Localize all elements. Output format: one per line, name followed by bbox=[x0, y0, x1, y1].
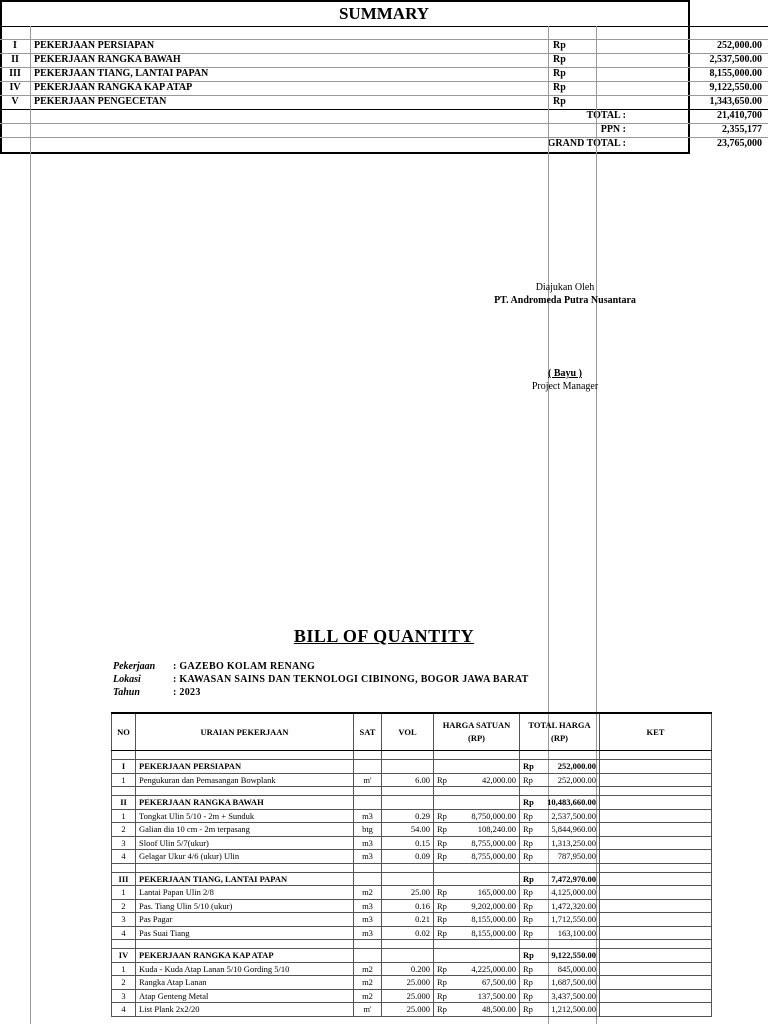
currency-label: Rp bbox=[523, 990, 533, 1001]
row-unit-price bbox=[434, 773, 520, 787]
summary-row-name: PEKERJAAN PERSIAPAN bbox=[34, 40, 155, 51]
info-tahun bbox=[113, 687, 201, 698]
row-desc: Lantai Papan Ulin 2/8 bbox=[136, 886, 354, 900]
row-desc: Gelagar Ukur 4/6 (ukur) Ulin bbox=[136, 850, 354, 864]
table-row bbox=[112, 886, 712, 900]
row-unit-price bbox=[434, 989, 520, 1003]
row-desc: Tongkat Ulin 5/10 - 2m + Sunduk bbox=[136, 809, 354, 823]
row-vol: 0.09 bbox=[382, 850, 434, 864]
row-unit: m' bbox=[354, 773, 382, 787]
row-ket bbox=[600, 926, 712, 940]
amount-value: 108,240.00 bbox=[477, 824, 516, 835]
row-unit-price bbox=[434, 850, 520, 864]
row-unit-price bbox=[434, 1003, 520, 1017]
row-total bbox=[520, 899, 600, 913]
amount-value: 787,950.00 bbox=[557, 851, 596, 862]
row-unit-price bbox=[434, 976, 520, 990]
summary-row bbox=[0, 67, 768, 81]
empty-cell bbox=[354, 872, 382, 886]
currency-label: Rp bbox=[523, 927, 533, 938]
info-key: Pekerjaan bbox=[113, 661, 156, 672]
row-ket bbox=[600, 886, 712, 900]
header-no: NO bbox=[112, 713, 136, 751]
currency-label: Rp bbox=[523, 873, 534, 884]
currency-label: Rp bbox=[523, 887, 533, 898]
header-harga-satuan: HARGA SATUAN (RP) bbox=[434, 713, 520, 751]
summary-row bbox=[0, 53, 768, 67]
amount-value: 165,000.00 bbox=[477, 887, 516, 898]
currency-label: Rp bbox=[437, 963, 447, 974]
row-unit: m2 bbox=[354, 886, 382, 900]
table-row bbox=[112, 989, 712, 1003]
currency-label: Rp bbox=[437, 977, 447, 988]
row-no: 4 bbox=[112, 1003, 136, 1017]
row-vol: 0.02 bbox=[382, 926, 434, 940]
row-ket bbox=[600, 773, 712, 787]
row-vol: 54.00 bbox=[382, 823, 434, 837]
table-row bbox=[112, 913, 712, 927]
currency-label: Rp bbox=[523, 963, 533, 974]
summary-row bbox=[0, 39, 768, 53]
info-key: Tahun bbox=[113, 687, 140, 698]
amount-value: 3,437,500.00 bbox=[551, 990, 596, 1001]
info-key: Lokasi bbox=[113, 674, 141, 685]
row-vol: 0.15 bbox=[382, 836, 434, 850]
currency-label: Rp bbox=[523, 824, 533, 835]
currency-label: Rp bbox=[523, 1004, 533, 1015]
currency-label: Rp bbox=[523, 797, 534, 808]
row-vol: 0.200 bbox=[382, 962, 434, 976]
row-ket bbox=[600, 913, 712, 927]
row-total bbox=[520, 926, 600, 940]
currency-label: Rp bbox=[523, 851, 533, 862]
row-desc: Pas Suai Tiang bbox=[136, 926, 354, 940]
row-desc: List Plank 2x2/20 bbox=[136, 1003, 354, 1017]
amount-value: 1,313,250.00 bbox=[551, 837, 596, 848]
row-unit: m3 bbox=[354, 926, 382, 940]
amount-value: 10,483,660.00 bbox=[547, 797, 596, 808]
row-desc: Pas. Tiang Ulin 5/10 (ukur) bbox=[136, 899, 354, 913]
amount-value: 1,212,500.00 bbox=[551, 1004, 596, 1015]
summary-total-row bbox=[0, 109, 768, 123]
row-vol: 6.00 bbox=[382, 773, 434, 787]
row-total bbox=[520, 962, 600, 976]
company-name: PT. Andromeda Putra Nusantara bbox=[494, 295, 636, 306]
row-ket bbox=[600, 850, 712, 864]
row-unit-price bbox=[434, 809, 520, 823]
info-value: : GAZEBO KOLAM RENANG bbox=[173, 661, 316, 672]
currency-label: Rp bbox=[437, 927, 447, 938]
table-row bbox=[112, 1003, 712, 1017]
empty-cell bbox=[434, 872, 520, 886]
row-desc: Pengukuran dan Pemasangan Bowplank bbox=[136, 773, 354, 787]
row-no: 3 bbox=[112, 913, 136, 927]
row-total bbox=[520, 850, 600, 864]
empty-cell bbox=[382, 760, 434, 774]
section-header-row bbox=[112, 796, 712, 810]
boq-header-row bbox=[112, 713, 712, 751]
row-unit: m' bbox=[354, 1003, 382, 1017]
row-ket bbox=[600, 989, 712, 1003]
row-no: 3 bbox=[112, 836, 136, 850]
currency-label: Rp bbox=[523, 914, 533, 925]
header-ket: KET bbox=[600, 713, 712, 751]
row-total bbox=[520, 809, 600, 823]
summary-row-num: III bbox=[9, 68, 21, 79]
row-no: 4 bbox=[112, 926, 136, 940]
currency-label: Rp bbox=[523, 774, 533, 785]
currency-label: Rp bbox=[437, 990, 447, 1001]
table-row bbox=[112, 926, 712, 940]
blank-row bbox=[112, 940, 712, 949]
amount-value: 8,755,000.00 bbox=[471, 837, 516, 848]
row-unit-price bbox=[434, 836, 520, 850]
table-row bbox=[112, 850, 712, 864]
currency-label: Rp bbox=[437, 900, 447, 911]
amount-value: 845,000.00 bbox=[557, 963, 596, 974]
currency-label: Rp bbox=[523, 810, 533, 821]
amount-value: 9,122,550.00 bbox=[551, 950, 596, 961]
summary-total-row bbox=[0, 123, 768, 137]
currency-label: Rp bbox=[437, 851, 447, 862]
empty-cell bbox=[434, 796, 520, 810]
amount-value: 252,000.00 bbox=[557, 774, 596, 785]
amount-value: 8,155,000.00 bbox=[471, 914, 516, 925]
blank-row bbox=[112, 787, 712, 796]
summary-row-num: II bbox=[11, 54, 19, 65]
amount-value: 1,712,550.00 bbox=[551, 914, 596, 925]
currency-label: Rp bbox=[523, 977, 533, 988]
summary-row-currency: Rp bbox=[553, 40, 566, 51]
row-unit: m3 bbox=[354, 850, 382, 864]
row-no: 1 bbox=[112, 886, 136, 900]
row-vol: 0.16 bbox=[382, 899, 434, 913]
empty-cell bbox=[382, 796, 434, 810]
info-value: : KAWASAN SAINS DAN TEKNOLOGI CIBINONG, BOGOR JAWA BARAT bbox=[173, 674, 529, 685]
row-vol: 25.000 bbox=[382, 976, 434, 990]
amount-value: 1,472,320.00 bbox=[551, 900, 596, 911]
row-vol: 25.000 bbox=[382, 1003, 434, 1017]
section-header-row bbox=[112, 760, 712, 774]
summary-row-currency: Rp bbox=[553, 54, 566, 65]
amount-value: 163,100.00 bbox=[557, 927, 596, 938]
row-ket bbox=[600, 962, 712, 976]
row-ket bbox=[600, 836, 712, 850]
row-no: 2 bbox=[112, 899, 136, 913]
section-name: PEKERJAAN RANGKA BAWAH bbox=[136, 796, 354, 810]
row-unit-price bbox=[434, 899, 520, 913]
row-desc: Galian dia 10 cm - 2m terpasang bbox=[136, 823, 354, 837]
row-no: 2 bbox=[112, 823, 136, 837]
empty-cell bbox=[600, 796, 712, 810]
section-header-row bbox=[112, 949, 712, 963]
row-no: 4 bbox=[112, 850, 136, 864]
row-total bbox=[520, 1003, 600, 1017]
signer-name: ( Bayu ) bbox=[548, 368, 582, 379]
row-desc: Sloof Ulin 5/7(ukur) bbox=[136, 836, 354, 850]
summary-row-amount: 9,122,550.00 bbox=[709, 82, 762, 93]
table-row bbox=[112, 976, 712, 990]
empty-cell bbox=[600, 949, 712, 963]
currency-label: Rp bbox=[437, 1004, 447, 1015]
row-ket bbox=[600, 809, 712, 823]
currency-label: Rp bbox=[523, 950, 534, 961]
summary-table bbox=[0, 0, 762, 154]
row-unit-price bbox=[434, 926, 520, 940]
empty-cell bbox=[434, 949, 520, 963]
summary-total-row bbox=[0, 137, 768, 151]
row-no: 2 bbox=[112, 976, 136, 990]
currency-label: Rp bbox=[523, 837, 533, 848]
amount-value: 1,687,500.00 bbox=[551, 977, 596, 988]
row-ket bbox=[600, 976, 712, 990]
row-ket bbox=[600, 899, 712, 913]
amount-value: 8,750,000.00 bbox=[471, 810, 516, 821]
empty-cell bbox=[354, 760, 382, 774]
row-unit: m3 bbox=[354, 899, 382, 913]
summary-row-amount: 2,537,500.00 bbox=[709, 54, 762, 65]
row-no: 3 bbox=[112, 989, 136, 1003]
row-unit-price bbox=[434, 886, 520, 900]
amount-value: 8,755,000.00 bbox=[471, 851, 516, 862]
row-total bbox=[520, 773, 600, 787]
summary-title: SUMMARY bbox=[338, 4, 430, 23]
row-ket bbox=[600, 1003, 712, 1017]
summary-row-num: I bbox=[13, 40, 17, 51]
row-desc: Kuda - Kuda Atap Lanan 5/10 Gording 5/10 bbox=[136, 962, 354, 976]
row-unit: m2 bbox=[354, 976, 382, 990]
table-row bbox=[112, 962, 712, 976]
amount-value: 5,844,960.00 bbox=[551, 824, 596, 835]
summary-row-name: PEKERJAAN RANGKA KAP ATAP bbox=[34, 82, 193, 93]
section-total bbox=[520, 949, 600, 963]
amount-value: 42,000.00 bbox=[482, 774, 516, 785]
row-total bbox=[520, 976, 600, 990]
header-total-harga: TOTAL HARGA (RP) bbox=[520, 713, 600, 751]
section-num: II bbox=[112, 796, 136, 810]
row-vol: 25.000 bbox=[382, 989, 434, 1003]
section-header-row bbox=[112, 872, 712, 886]
summary-total-label: PPN : bbox=[600, 124, 626, 135]
row-total bbox=[520, 823, 600, 837]
empty-cell bbox=[434, 760, 520, 774]
currency-label: Rp bbox=[523, 900, 533, 911]
table-row bbox=[112, 836, 712, 850]
currency-label: Rp bbox=[437, 914, 447, 925]
row-unit: m2 bbox=[354, 989, 382, 1003]
amount-value: 67,500.00 bbox=[482, 977, 516, 988]
row-no: 1 bbox=[112, 773, 136, 787]
header-sat: SAT bbox=[354, 713, 382, 751]
summary-row-name: PEKERJAAN RANGKA BAWAH bbox=[34, 54, 181, 65]
amount-value: 252,000.00 bbox=[557, 761, 596, 772]
amount-value: 8,155,000.00 bbox=[471, 927, 516, 938]
amount-value: 9,202,000.00 bbox=[471, 900, 516, 911]
row-unit-price bbox=[434, 823, 520, 837]
currency-label: Rp bbox=[523, 761, 534, 772]
submitted-by-label: Diajukan Oleh bbox=[535, 282, 595, 293]
currency-label: Rp bbox=[437, 810, 447, 821]
row-unit: m3 bbox=[354, 836, 382, 850]
summary-row-amount: 1,343,650.00 bbox=[709, 96, 762, 107]
blank-row bbox=[112, 863, 712, 872]
table-row bbox=[112, 809, 712, 823]
table-row bbox=[112, 899, 712, 913]
currency-label: Rp bbox=[437, 824, 447, 835]
amount-value: 137,500.00 bbox=[477, 990, 516, 1001]
currency-label: Rp bbox=[437, 887, 447, 898]
currency-label: Rp bbox=[437, 774, 447, 785]
amount-value: 4,125,000.00 bbox=[551, 887, 596, 898]
info-pekerjaan bbox=[113, 661, 315, 672]
section-name: PEKERJAAN PERSIAPAN bbox=[136, 760, 354, 774]
section-total bbox=[520, 796, 600, 810]
section-num: IV bbox=[112, 949, 136, 963]
section-num: I bbox=[112, 760, 136, 774]
summary-row-num: IV bbox=[9, 82, 21, 93]
row-total bbox=[520, 989, 600, 1003]
summary-row-currency: Rp bbox=[553, 96, 566, 107]
empty-cell bbox=[600, 872, 712, 886]
empty-cell bbox=[382, 872, 434, 886]
summary-row-num: V bbox=[11, 96, 19, 107]
row-total bbox=[520, 886, 600, 900]
boq-title: BILL OF QUANTITY bbox=[293, 626, 475, 646]
summary-row-currency: Rp bbox=[553, 82, 566, 93]
table-row bbox=[112, 773, 712, 787]
row-total bbox=[520, 913, 600, 927]
row-desc: Pas Pagar bbox=[136, 913, 354, 927]
row-vol: 0.21 bbox=[382, 913, 434, 927]
row-desc: Rangka Atap Lanan bbox=[136, 976, 354, 990]
row-total bbox=[520, 836, 600, 850]
summary-total-label: TOTAL : bbox=[586, 110, 626, 121]
summary-row bbox=[0, 81, 768, 95]
row-ket bbox=[600, 823, 712, 837]
section-total bbox=[520, 872, 600, 886]
row-vol: 25.00 bbox=[382, 886, 434, 900]
amount-value: 7,472,970.00 bbox=[551, 873, 596, 884]
summary-total-amount: 21,410,700 bbox=[717, 110, 762, 121]
empty-cell bbox=[382, 949, 434, 963]
row-unit: m3 bbox=[354, 913, 382, 927]
row-unit: m2 bbox=[354, 962, 382, 976]
boq-table bbox=[111, 712, 712, 1017]
summary-row-amount: 252,000.00 bbox=[717, 40, 762, 51]
summary-total-amount: 23,765,000 bbox=[717, 138, 762, 149]
row-unit-price bbox=[434, 962, 520, 976]
section-name: PEKERJAAN RANGKA KAP ATAP bbox=[136, 949, 354, 963]
summary-row-name: PEKERJAAN TIANG, LANTAI PAPAN bbox=[34, 68, 209, 79]
summary-total-amount: 2,355,177 bbox=[722, 124, 762, 135]
amount-value: 2,537,500.00 bbox=[551, 810, 596, 821]
signer-role: Project Manager bbox=[531, 381, 599, 392]
info-lokasi bbox=[113, 674, 529, 685]
row-unit-price bbox=[434, 913, 520, 927]
section-name: PEKERJAAN TIANG, LANTAI PAPAN bbox=[136, 872, 354, 886]
summary-row-amount: 8,155,000.00 bbox=[709, 68, 762, 79]
empty-cell bbox=[600, 760, 712, 774]
table-row bbox=[112, 823, 712, 837]
blank-row bbox=[112, 751, 712, 760]
row-unit: btg bbox=[354, 823, 382, 837]
row-unit: m3 bbox=[354, 809, 382, 823]
row-vol: 0.29 bbox=[382, 809, 434, 823]
empty-cell bbox=[354, 796, 382, 810]
currency-label: Rp bbox=[437, 837, 447, 848]
section-num: III bbox=[112, 872, 136, 886]
info-value: : 2023 bbox=[173, 687, 201, 698]
summary-row bbox=[0, 95, 768, 109]
summary-total-label: GRAND TOTAL : bbox=[547, 138, 626, 149]
amount-value: 48,500.00 bbox=[482, 1004, 516, 1015]
empty-cell bbox=[354, 949, 382, 963]
header-vol: VOL bbox=[382, 713, 434, 751]
row-no: 1 bbox=[112, 809, 136, 823]
summary-row-name: PEKERJAAN PENGECETAN bbox=[34, 96, 167, 107]
amount-value: 4,225,000.00 bbox=[471, 963, 516, 974]
header-uraian: URAIAN PEKERJAAN bbox=[136, 713, 354, 751]
row-no: 1 bbox=[112, 962, 136, 976]
summary-row-currency: Rp bbox=[553, 68, 566, 79]
row-desc: Atap Genteng Metal bbox=[136, 989, 354, 1003]
section-total bbox=[520, 760, 600, 774]
